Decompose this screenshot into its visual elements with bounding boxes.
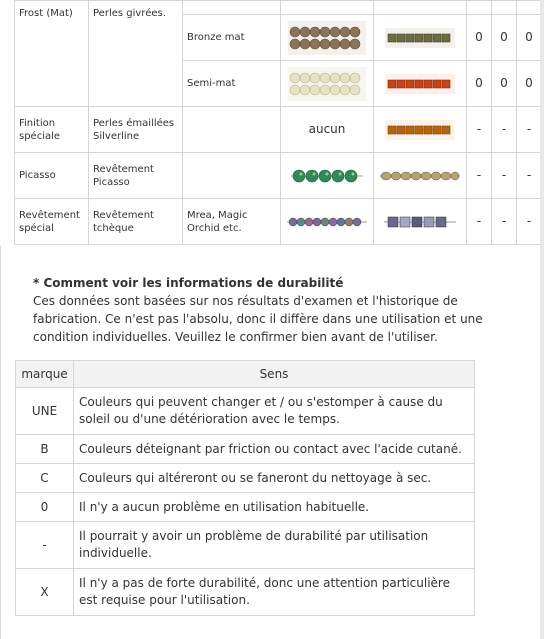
value-cell: - bbox=[492, 153, 517, 199]
czech-coating-beads-image bbox=[285, 214, 369, 230]
bead-image-cell bbox=[281, 61, 374, 107]
sub-cell bbox=[183, 153, 281, 199]
legend-header-row bbox=[16, 361, 475, 388]
value-cell: 0 bbox=[517, 61, 542, 107]
sub-cell bbox=[183, 1, 281, 15]
sample-cell bbox=[374, 1, 467, 15]
legend-meaning: Il n'y a pas de forte durabilité, donc une attention particulière est requise pour l'utilisation. bbox=[74, 569, 475, 616]
sub-cell: Mrea, Magic Orchid etc. bbox=[183, 199, 281, 245]
value-cell: 0 bbox=[517, 15, 542, 61]
type-cell: Perles émaillées Silverline bbox=[89, 107, 183, 153]
sub-cell: Bronze mat bbox=[183, 15, 281, 61]
value-cell: - bbox=[517, 153, 542, 199]
legend-meaning: Couleurs qui peuvent changer et / ou s'estomper à cause du soleil ou d'une détérioration avec le temps. bbox=[74, 388, 475, 435]
note-body: Ces données sont basées sur nos résultats d'examen et l'historique de fabrication. Ce n'est pas l'absolu, donc il diffère dans une utilisation et une condition individuelles. Veuillez le confirmer bien avant de l'utiliser. bbox=[33, 294, 483, 344]
bead-image-cell bbox=[374, 107, 467, 153]
value-cell: - bbox=[517, 107, 542, 153]
legend-row bbox=[16, 522, 475, 569]
column-header-mark: marque bbox=[16, 361, 74, 388]
semi-mat-red-beads-image bbox=[385, 74, 455, 94]
value-cell: - bbox=[517, 199, 542, 245]
value-cell: - bbox=[467, 153, 492, 199]
finish-cell: Revêtement spécial bbox=[15, 199, 89, 245]
bead-image-cell bbox=[374, 199, 467, 245]
durability-note bbox=[33, 274, 503, 346]
legend-row bbox=[16, 493, 475, 522]
legend-row bbox=[16, 464, 475, 493]
type-cell: Perles givrées. bbox=[89, 1, 183, 107]
value-cell: - bbox=[492, 107, 517, 153]
legend-mark: 0 bbox=[16, 493, 74, 522]
legend-meaning: Couleurs qui altéreront ou se faneront du nettoyage à sec. bbox=[74, 464, 475, 493]
bead-image-cell bbox=[281, 199, 374, 245]
value-cell: 0 bbox=[467, 15, 492, 61]
column-header-meaning: Sens bbox=[74, 361, 475, 388]
bead-image-cell bbox=[281, 153, 374, 199]
bronze-mat-beads-image bbox=[288, 21, 366, 55]
bead-image-cell bbox=[374, 61, 467, 107]
picasso-gold-beads-image bbox=[378, 168, 462, 184]
page-left-rule bbox=[0, 246, 1, 639]
note-title: * Comment voir les informations de durabilité bbox=[33, 276, 344, 290]
value-cell: - bbox=[467, 199, 492, 245]
legend-meaning: Il pourrait y avoir un problème de durabilité par utilisation individuelle. bbox=[74, 522, 475, 569]
bead-image-cell bbox=[374, 15, 467, 61]
legend-mark: - bbox=[16, 522, 74, 569]
legend-row bbox=[16, 435, 475, 464]
value-cell bbox=[492, 1, 517, 15]
value-cell: - bbox=[467, 107, 492, 153]
value-cell: 0 bbox=[467, 61, 492, 107]
finish-cell: Finition spéciale bbox=[15, 107, 89, 153]
table-row bbox=[15, 199, 542, 245]
scrollbar-track[interactable] bbox=[540, 0, 544, 639]
picasso-green-beads-image bbox=[289, 166, 365, 186]
legend-mark: X bbox=[16, 569, 74, 616]
table-row bbox=[15, 153, 542, 199]
legend-meaning: Il n'y a aucun problème en utilisation habituelle. bbox=[74, 493, 475, 522]
finish-cell: Picasso bbox=[15, 153, 89, 199]
sample-text-cell: aucun bbox=[281, 107, 374, 153]
table-row bbox=[15, 107, 542, 153]
semi-mat-clear-beads-image bbox=[288, 67, 366, 101]
sub-cell: Semi-mat bbox=[183, 61, 281, 107]
silverline-orange-beads-image bbox=[385, 120, 455, 140]
value-cell: 0 bbox=[492, 61, 517, 107]
sub-cell bbox=[183, 107, 281, 153]
finish-cell: Frost (Mat) bbox=[15, 1, 89, 107]
legend-row bbox=[16, 388, 475, 435]
durability-legend-table bbox=[15, 360, 475, 616]
legend-meaning: Couleurs déteignant par friction ou contact avec l'acide cutané. bbox=[74, 435, 475, 464]
value-cell bbox=[467, 1, 492, 15]
sample-cell bbox=[281, 1, 374, 15]
type-cell: Revêtement Picasso bbox=[89, 153, 183, 199]
bead-finish-table bbox=[14, 0, 542, 245]
value-cell: 0 bbox=[492, 15, 517, 61]
legend-mark: B bbox=[16, 435, 74, 464]
type-cell: Revêtement tchèque bbox=[89, 199, 183, 245]
value-cell: - bbox=[492, 199, 517, 245]
legend-mark: UNE bbox=[16, 388, 74, 435]
legend-row bbox=[16, 569, 475, 616]
value-cell bbox=[517, 1, 542, 15]
bronze-cube-beads-image bbox=[385, 28, 455, 48]
table-row bbox=[15, 1, 542, 15]
bead-image-cell bbox=[374, 153, 467, 199]
legend-mark: C bbox=[16, 464, 74, 493]
czech-coating-cube-beads-image bbox=[382, 213, 458, 231]
bead-image-cell bbox=[281, 15, 374, 61]
